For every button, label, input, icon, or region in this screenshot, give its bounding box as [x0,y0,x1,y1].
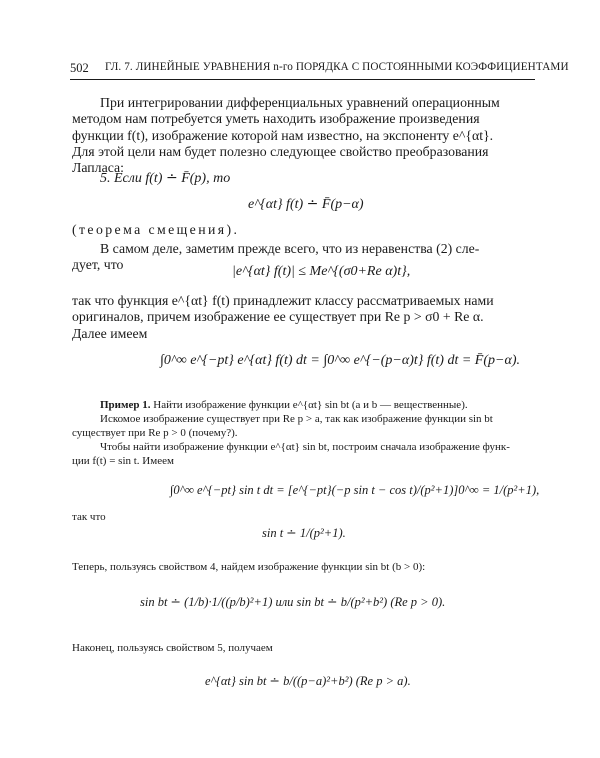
intro-line-1: При интегрировании дифференциальных уравнений операционным [100,95,500,110]
theorem-name: (теорема смещения). [72,222,240,237]
example-line-2: существует при Re p > 0 (почему?). [72,427,238,439]
example-heading [72,398,534,412]
intro-line-5: Лапласа: [72,160,124,176]
so-that-label: так что [72,511,106,523]
proof-continuation [72,293,532,342]
example-statement: Найти изображение функции e^{αt} sin bt (a и b — вещественные). [153,399,468,411]
intro-line-3: функции f(t), изображение которой нам известно, на экспоненту e^{αt}. [72,127,494,143]
property-label: 5. Если f(t) ∸ F̄(p), то [100,171,231,186]
proof-after-line-2: оригиналов, причем изображение ее существует при Re p > σ0 + Re α. [72,309,484,325]
shift-integral: ∫0^∞ e^{−pt} e^{αt} f(t) dt = ∫0^∞ e^{−(p−α)t} f(t) dt = F̄(p−α). [160,353,520,368]
final-formula: e^{αt} sin bt ∸ b/((p−a)²+b²) (Re p > a). [205,674,411,688]
example-line-4: ции f(t) = sin t. Имеем [72,455,174,467]
intro-paragraph [72,95,532,176]
shift-formula: e^{αt} f(t) ∸ F̄(p−α) [248,197,364,212]
exponential-bound: |e^{αt} f(t)| ≤ Me^{(σ0+Re α)t}, [232,264,411,279]
now-line: Теперь, пользуясь свойством 4, найдем изображение функции sin bt (b > 0): [72,561,426,573]
proof-after-line-1: так что функция e^{αt} f(t) принадлежит классу рассматриваемых нами [72,293,494,308]
scaled-formula: sin bt ∸ (1/b)·1/((p/b)²+1) или sin bt ∸ b/(p²+b²) (Re p > 0). [140,595,446,609]
page-number: 502 [70,61,89,75]
sin-integral: ∫0^∞ e^{−pt} sin t dt = [e^{−pt}(−p sin t − cos t)/(p²+1)]0^∞ = 1/(p²+1), [170,483,540,497]
running-title: ГЛ. 7. ЛИНЕЙНЫЕ УРАВНЕНИЯ n-го ПОРЯДКА С ПОСТОЯННЫМИ КОЭФФИЦИЕНТАМИ [105,61,569,73]
intro-line-4: Для этой цели нам будет полезно следующее свойство преобразования [72,143,489,159]
example-line-3: Чтобы найти изображение функции e^{αt} sin bt, построим сначала изображение функ- [100,441,510,453]
header-rule [70,79,535,80]
example-title: Пример 1. [100,399,151,411]
intro-line-2: методом нам потребуется уметь находить изображение произведения [72,111,480,127]
example-line-1: Искомое изображение существует при Re p > a, так как изображение функции sin bt [100,413,493,425]
proof-line-1: В самом деле, заметим прежде всего, что из неравенства (2) сле- [100,241,480,256]
proof-after-line-3: Далее имеем [72,325,148,341]
finally-line: Наконец, пользуясь свойством 5, получаем [72,642,273,654]
proof-line-2: дует, что [72,257,124,273]
sin-image: sin t ∸ 1/(p²+1). [262,526,346,540]
example-block [72,398,534,468]
